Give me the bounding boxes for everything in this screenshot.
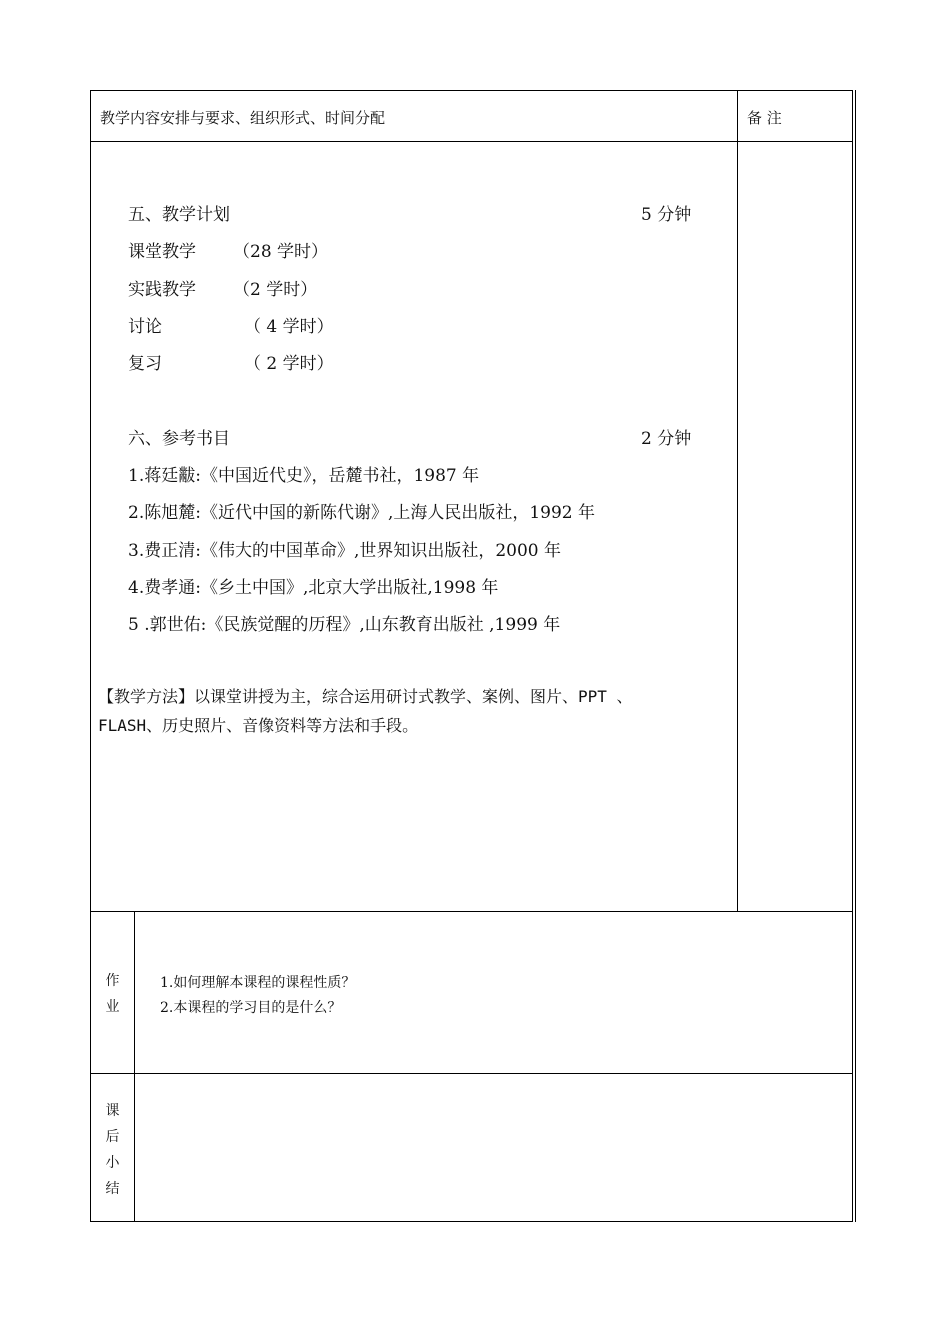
reference-item: 2.陈旭麓:《近代中国的新陈代谢》,上海人民出版社，1992 年 — [128, 503, 596, 523]
homework-label-char: 作 — [105, 973, 120, 989]
content-bottom-divider — [90, 911, 853, 912]
plan-item-label: 课堂教学 — [128, 242, 196, 262]
summary-label — [91, 1098, 134, 1202]
remarks-column-divider — [737, 90, 738, 911]
homework-item: 1.如何理解本课程的课程性质？ — [160, 975, 356, 991]
plan-item-label: 复习 — [128, 354, 162, 374]
homework-item: 2.本课程的学习目的是什么？ — [160, 1000, 342, 1016]
summary-label-char: 课 — [105, 1103, 120, 1119]
label-column-divider — [134, 911, 135, 1222]
references-time: 2 分钟 — [641, 429, 692, 449]
plan-item-value: （ 2 学时） — [244, 354, 334, 374]
plan-item-value: （28 学时） — [233, 242, 329, 262]
plan-item-value: （2 学时） — [233, 280, 318, 300]
table-border-right — [852, 90, 853, 1222]
table-border-left — [90, 90, 91, 1222]
plan-item-label: 讨论 — [128, 317, 162, 337]
plan-item-value: （ 4 学时） — [244, 317, 334, 337]
plan-item-label: 实践教学 — [128, 280, 196, 300]
table-border-right-outer — [855, 90, 856, 1222]
homework-bottom-divider — [90, 1073, 853, 1074]
plan-heading: 五、教学计划 — [128, 205, 230, 225]
remarks-column-header: 备 注 — [747, 109, 782, 127]
homework-label — [91, 968, 134, 1020]
summary-label-char: 结 — [105, 1181, 120, 1197]
summary-label-char: 后 — [105, 1129, 120, 1145]
table-border-bottom — [90, 1221, 853, 1222]
teaching-method-line: FLASH、历史照片、音像资料等方法和手段。 — [98, 716, 419, 735]
references-heading: 六、参考书目 — [128, 429, 230, 449]
content-column-header: 教学内容安排与要求、组织形式、时间分配 — [100, 109, 386, 127]
reference-item: 5 .郭世佑:《民族觉醒的历程》,山东教育出版社 ,1999 年 — [128, 615, 561, 635]
reference-item: 4.费孝通:《乡土中国》,北京大学出版社,1998 年 — [128, 578, 499, 598]
reference-item: 3.费正清:《伟大的中国革命》,世界知识出版社，2000 年 — [128, 541, 562, 561]
plan-time: 5 分钟 — [641, 205, 692, 225]
homework-label-char: 业 — [105, 999, 120, 1015]
summary-label-char: 小 — [105, 1155, 120, 1171]
teaching-method-line: 【教学方法】以课堂讲授为主，综合运用研讨式教学、案例、图片、PPT 、 — [98, 687, 633, 706]
table-border-top — [90, 90, 853, 91]
header-divider — [90, 141, 853, 142]
reference-item: 1.蒋廷黻:《中国近代史》，岳麓书社，1987 年 — [128, 466, 480, 486]
